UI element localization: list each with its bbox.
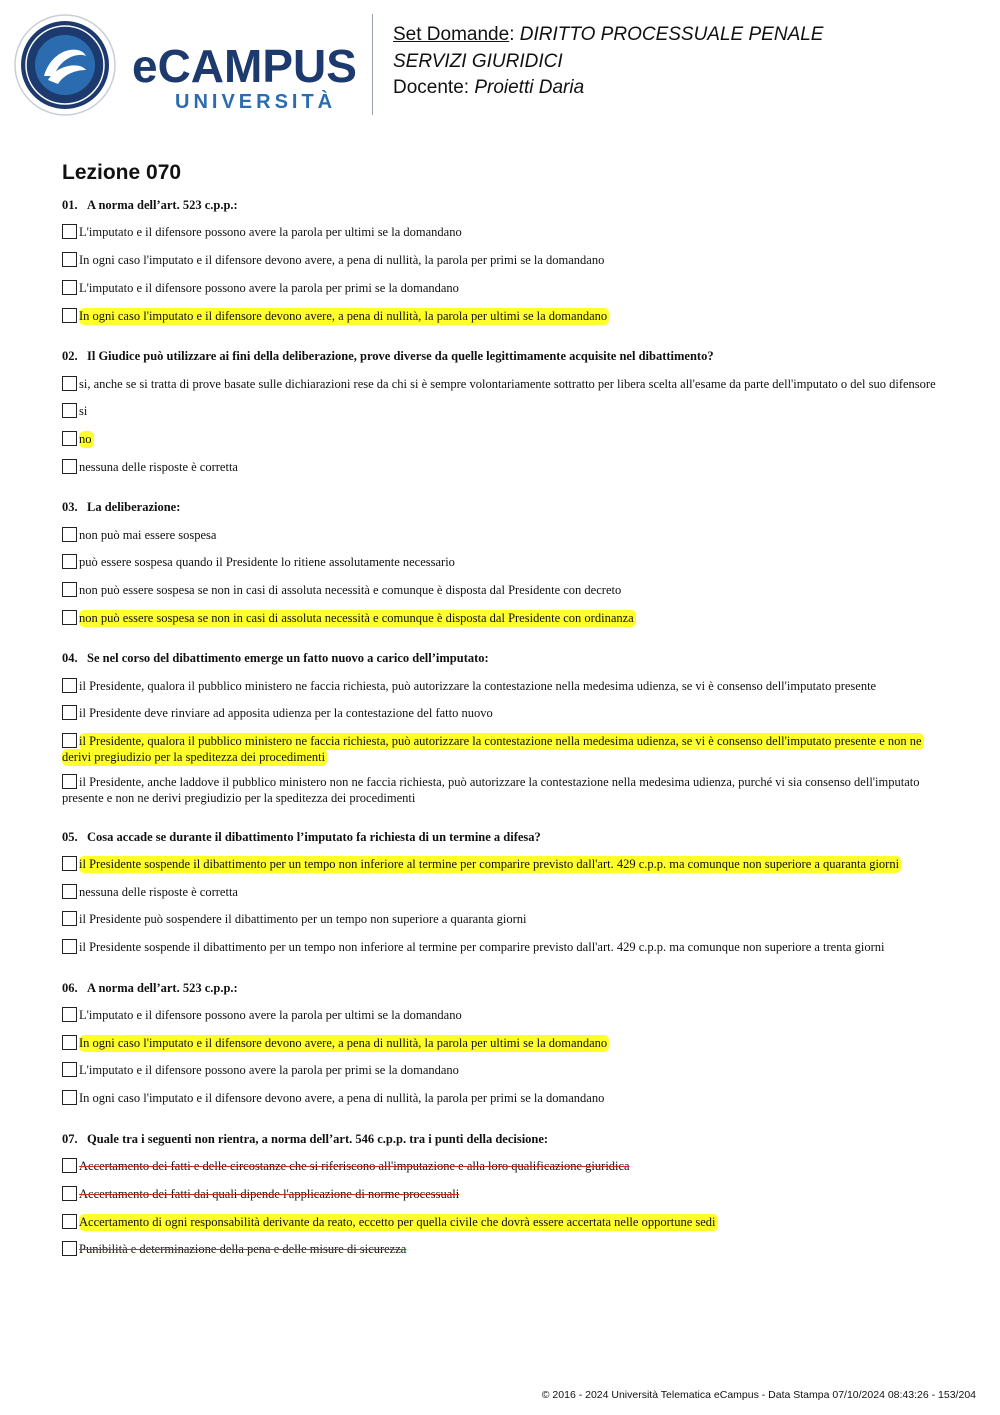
set-value: DIRITTO PROCESSUALE PENALE [519, 24, 824, 45]
answer-checkbox[interactable] [62, 582, 77, 597]
answer-03-b: può essere sospesa quando il Presidente lo ritiene assolutamente necessario [62, 554, 940, 570]
answer-05-a [62, 856, 940, 872]
answer-06-b [62, 1035, 940, 1051]
struck-answer: Punibilità e determinazione della pena e delle misure di sicurezza [79, 1242, 407, 1256]
answer-checkbox[interactable] [62, 1007, 77, 1022]
answer-06-d: In ogni caso l'imputato e il difensore devono avere, a pena di nullità, la parola per primi se la domandano [62, 1090, 940, 1106]
answer-checkbox[interactable] [62, 1158, 77, 1173]
page-footer: © 2016 - 2024 Università Telematica eCampus - Data Stampa 07/10/2024 08:43:26 - 153/204 [541, 1389, 976, 1401]
answer-checkbox[interactable] [62, 884, 77, 899]
answer-checkbox[interactable] [62, 733, 77, 748]
answer-checkbox[interactable] [62, 376, 77, 391]
set-value-2: SERVIZI GIURIDICI [393, 50, 563, 72]
question-06: 06. A norma dell’art. 523 c.p.p.: [62, 981, 238, 995]
answer-checkbox[interactable] [62, 224, 77, 239]
answer-03-d [62, 610, 940, 626]
answer-checkbox[interactable] [62, 308, 77, 323]
answer-checkbox[interactable] [62, 1035, 77, 1050]
highlighted-answer: Accertamento di ogni responsabilità derivante da reato, eccetto per quella civile che dovrà essere accertata nelle opportune sedi [79, 1215, 716, 1229]
logo-sub: UNIVERSITÀ [175, 91, 337, 113]
answer-01-d [62, 308, 940, 324]
answer-07-b [62, 1186, 940, 1202]
answer-checkbox[interactable] [62, 939, 77, 954]
answer-02-b: si [62, 403, 940, 419]
question-04: 04. Se nel corso del dibattimento emerge un fatto nuovo a carico dell’imputato: [62, 651, 489, 665]
answer-02-a: si, anche se si tratta di prove basate sulle dichiarazioni rese da chi si è sempre volontariamente sottratto per libera scelta all'esame da parte dell'imputato o del suo difensore [62, 376, 940, 392]
struck-answer: Accertamento dei fatti e delle circostanze che si riferiscono all'imputazione e alla loro qualificazione giuridica [79, 1159, 630, 1173]
highlighted-answer: no [79, 432, 92, 446]
question-01: 01. A norma dell’art. 523 c.p.p.: [62, 198, 238, 212]
answer-checkbox[interactable] [62, 554, 77, 569]
answer-07-a [62, 1158, 940, 1174]
logo-brand: eCAMPUS [132, 40, 357, 92]
answer-03-c: non può essere sospesa se non in casi di assoluta necessità e comunque è disposta dal Presidente con decreto [62, 582, 940, 598]
answer-checkbox[interactable] [62, 1241, 77, 1256]
highlighted-answer: non può essere sospesa se non in casi di assoluta necessità e comunque è disposta dal Presidente con ordinanza [79, 611, 634, 625]
answer-checkbox[interactable] [62, 911, 77, 926]
answer-checkbox[interactable] [62, 1062, 77, 1077]
answer-04-b: il Presidente deve rinviare ad apposita udienza per la contestazione del fatto nuovo [62, 705, 940, 721]
highlighted-answer: In ogni caso l'imputato e il difensore devono avere, a pena di nullità, la parola per ultimi se la domandano [79, 309, 608, 323]
lesson-title: Lezione 070 [62, 161, 182, 184]
answer-02-d: nessuna delle risposte è corretta [62, 459, 940, 475]
docente-label: Docente: [393, 77, 470, 98]
answer-07-d [62, 1241, 940, 1257]
set-label: Set Domande [393, 24, 510, 45]
answer-06-a: L'imputato e il difensore possono avere la parola per ultimi se la domandano [62, 1007, 940, 1023]
answer-07-c [62, 1214, 940, 1230]
highlighted-answer: il Presidente, qualora il pubblico ministero ne faccia richiesta, può autorizzare la contestazione nella medesima udienza, se vi è consenso dell'imputato presente e non ne derivi pregiudizio per la speditezza dei procedimenti [62, 734, 922, 764]
highlighted-answer: il Presidente sospende il dibattimento per un tempo non inferiore al termine per comparire previsto dall'art. 429 c.p.p. ma comunque non superiore a quaranta giorni [79, 857, 900, 871]
header-info: Set Domande: DIRITTO PROCESSUALE PENALE SERVIZI GIURIDICI Docente: Proietti Daria [393, 24, 824, 98]
answer-checkbox[interactable] [62, 431, 77, 446]
answer-06-c: L'imputato e il difensore possono avere la parola per primi se la domandano [62, 1062, 940, 1078]
answer-05-d: il Presidente sospende il dibattimento per un tempo non inferiore al termine per comparire previsto dall'art. 429 c.p.p. ma comunque non superiore a trenta giorni [62, 939, 940, 955]
question-05: 05. Cosa accade se durante il dibattimento l’imputato fa richiesta di un termine a difesa? [62, 830, 541, 844]
answer-checkbox[interactable] [62, 1090, 77, 1105]
question-03: 03. La deliberazione: [62, 500, 181, 514]
ecampus-logo [14, 14, 359, 116]
answer-checkbox[interactable] [62, 280, 77, 295]
answer-02-c [62, 431, 940, 447]
answer-checkbox[interactable] [62, 856, 77, 871]
answer-checkbox[interactable] [62, 1214, 77, 1229]
answer-05-c: il Presidente può sospendere il dibattimento per un tempo non superiore a quaranta giorni [62, 911, 940, 927]
answer-01-c: L'imputato e il difensore possono avere la parola per primi se la domandano [62, 280, 940, 296]
answer-checkbox[interactable] [62, 459, 77, 474]
answer-checkbox[interactable] [62, 610, 77, 625]
answer-04-c [62, 733, 940, 765]
answer-checkbox[interactable] [62, 705, 77, 720]
answer-05-b: nessuna delle risposte è corretta [62, 884, 940, 900]
highlighted-answer: In ogni caso l'imputato e il difensore devono avere, a pena di nullità, la parola per ultimi se la domandano [79, 1036, 608, 1050]
answer-checkbox[interactable] [62, 252, 77, 267]
answer-checkbox[interactable] [62, 527, 77, 542]
answer-checkbox[interactable] [62, 774, 77, 789]
answer-01-a: L'imputato e il difensore possono avere la parola per ultimi se la domandano [62, 224, 940, 240]
answer-01-b: In ogni caso l'imputato e il difensore devono avere, a pena di nullità, la parola per primi se la domandano [62, 252, 940, 268]
answer-03-a: non può mai essere sospesa [62, 527, 940, 543]
question-02: 02. Il Giudice può utilizzare ai fini della deliberazione, prove diverse da quelle legittimamente acquisite nel dibattimento? [62, 349, 714, 363]
answer-04-d: il Presidente, anche laddove il pubblico ministero non ne faccia richiesta, può autorizzare la contestazione nella medesima udienza, purché vi sia consenso dell'imputato presente e non ne derivi pregiudizio per la speditezza dei procedimenti [62, 775, 920, 805]
struck-answer: Accertamento dei fatti dai quali dipende l'applicazione di norme processuali [79, 1187, 460, 1201]
answer-checkbox[interactable] [62, 403, 77, 418]
header-divider [372, 14, 373, 115]
answer-checkbox[interactable] [62, 678, 77, 693]
question-07: 07. Quale tra i seguenti non rientra, a norma dell’art. 546 c.p.p. tra i punti della decisione: [62, 1132, 549, 1146]
answer-checkbox[interactable] [62, 1186, 77, 1201]
docente-value: Proietti Daria [474, 77, 585, 98]
answer-04-a: il Presidente, qualora il pubblico ministero ne faccia richiesta, può autorizzare la contestazione nella medesima udienza, se vi è consenso dell'imputato presente [62, 678, 940, 694]
